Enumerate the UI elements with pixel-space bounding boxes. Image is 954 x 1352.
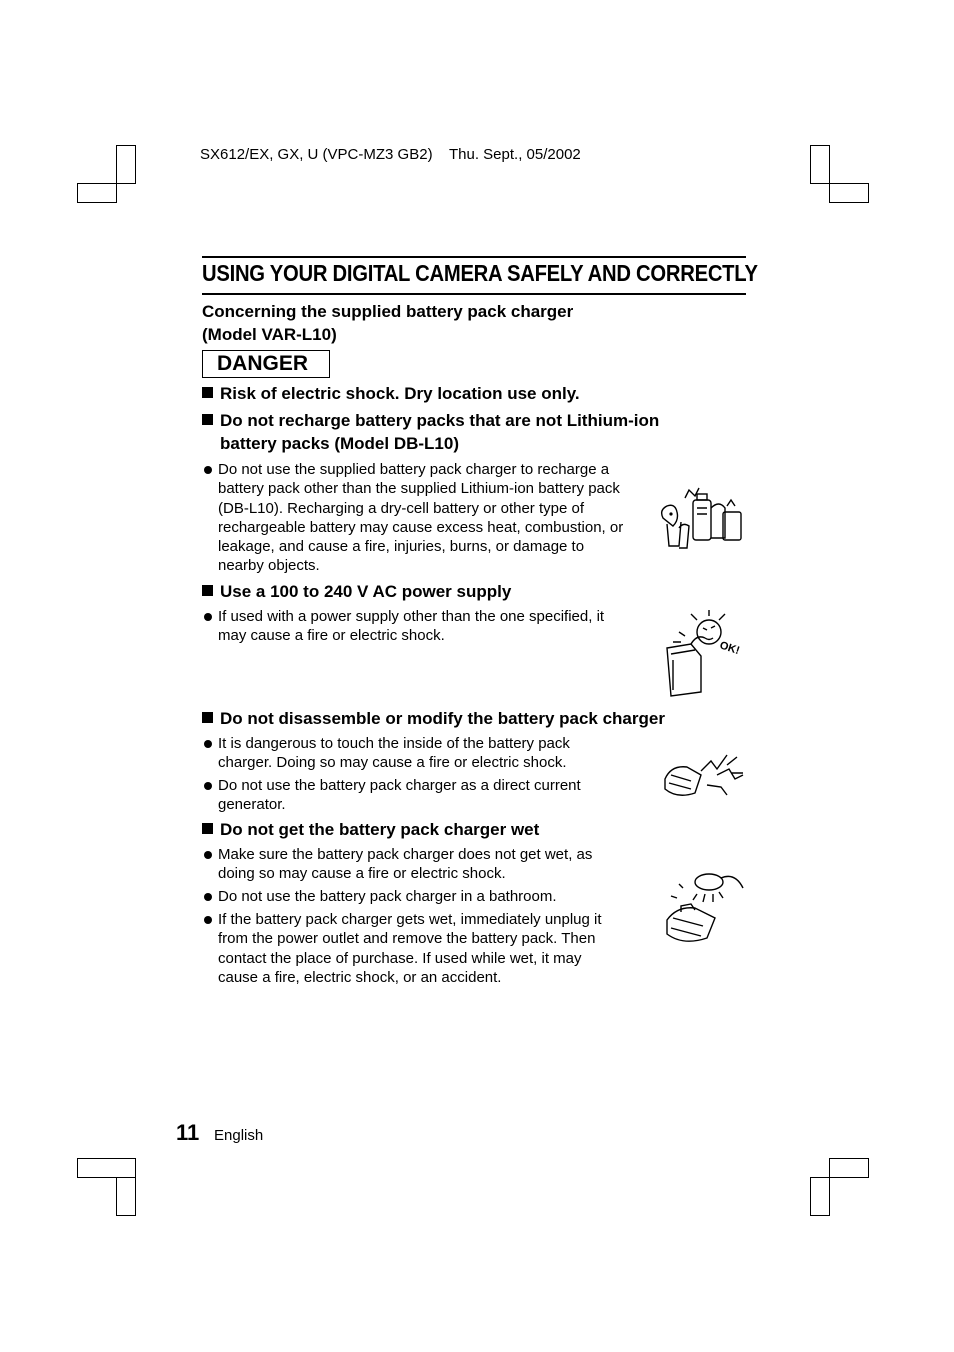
bullet-item: Do not use the supplied battery pack charger to recharge a battery pack other than the supplied Lithium-ion battery pack (DB-L10). Recharging a dry-cell battery or other type of rechargeable battery may cause excess heat, combustion, or leakage, and cause a fire, injuries, burns, or damage to nearby objects. — [204, 460, 634, 576]
heading-ac-power-supply: Use a 100 to 240 V AC power supply — [202, 580, 511, 603]
header-date: Thu. Sept., 05/2002 — [448, 146, 581, 163]
bullet-item: Do not use the battery pack charger in a bathroom. — [204, 887, 624, 906]
ok-exclamation-text: OK! — [718, 639, 741, 658]
footer-language: English — [214, 1127, 264, 1144]
bullet-dot-icon — [204, 466, 212, 474]
crop-mark-bottom-left-vertical — [116, 1177, 136, 1216]
bullet-item: It is dangerous to touch the inside of the battery pack charger. Doing so may cause a fire or electric shock. — [204, 734, 614, 773]
shower-on-charger-illustration — [657, 868, 747, 948]
power-outlet-character-illustration — [657, 608, 747, 698]
bullet-dot-icon — [204, 893, 212, 901]
bullet-item: If the battery pack charger gets wet, immediately unplug it from the power outlet and remove the battery pack. Then contact the place of purchase. If used while wet, it may cause a fire, electric shock, or an accident. — [204, 910, 624, 987]
heading-lithium-ion-only: Do not recharge battery packs that are not Lithium-ion battery packs (Model DB-L10) — [202, 409, 659, 455]
document-header — [200, 146, 581, 163]
crop-mark-bottom-right-vertical — [810, 1177, 830, 1216]
page-number: 11 — [176, 1120, 200, 1145]
heading-do-not-get-wet: Do not get the battery pack charger wet — [202, 818, 539, 841]
crop-mark-top-left-vertical — [116, 145, 136, 184]
section-subtitle — [202, 300, 573, 346]
bullet-dot-icon — [204, 916, 212, 924]
bullet-dot-icon — [204, 851, 212, 859]
square-bullet-icon — [202, 823, 213, 834]
square-bullet-icon — [202, 712, 213, 723]
disassembled-charger-illustration — [657, 745, 747, 805]
bullet-item: Make sure the battery pack charger does not get wet, as doing so may cause a fire or electric shock. — [204, 845, 624, 884]
crop-mark-top-right-horizontal — [829, 183, 869, 203]
bullet-item: If used with a power supply other than the one specified, it may cause a fire or electric shock. — [204, 607, 629, 646]
crop-mark-bottom-left-horizontal — [77, 1158, 136, 1178]
bullet-item: Do not use the battery pack charger as a direct current generator. — [204, 776, 614, 815]
crop-mark-bottom-right-horizontal — [829, 1158, 869, 1178]
title-rule-top — [202, 256, 746, 258]
bullet-dot-icon — [204, 740, 212, 748]
subtitle-line-2: (Model VAR-L10) — [202, 325, 337, 344]
square-bullet-icon — [202, 414, 213, 425]
heading-risk-of-shock: Risk of electric shock. Dry location use only. — [202, 382, 580, 405]
crop-mark-top-left-horizontal — [77, 183, 117, 203]
subtitle-line-1: Concerning the supplied battery pack charger — [202, 302, 574, 321]
heading-do-not-disassemble: Do not disassemble or modify the battery pack charger — [202, 707, 665, 730]
page-title: USING YOUR DIGITAL CAMERA SAFELY AND CORRECTLY — [202, 260, 758, 286]
header-model: SX612/EX, GX, U (VPC-MZ3 GB2) — [200, 146, 433, 163]
bullet-dot-icon — [204, 782, 212, 790]
square-bullet-icon — [202, 585, 213, 596]
square-bullet-icon — [202, 387, 213, 398]
bullet-dot-icon — [204, 613, 212, 621]
title-rule-bottom — [202, 293, 746, 295]
danger-label: DANGER — [202, 350, 330, 378]
batteries-illustration — [657, 478, 747, 553]
crop-mark-top-right-vertical — [810, 145, 830, 184]
